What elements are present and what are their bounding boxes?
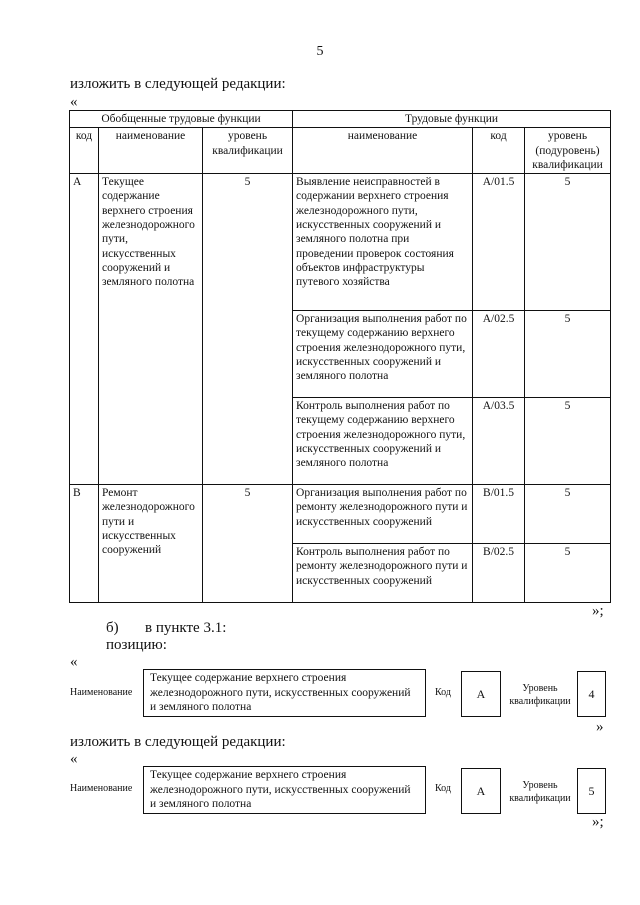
group-b-code: В	[70, 485, 99, 603]
section-b-letter: б)	[106, 620, 119, 636]
function-a2-code: А/02.5	[473, 311, 525, 398]
function-a3-name: Контроль выполнения работ по текущему содержанию верхнего строения железнодорожного пути, искусственных сооружений и земляного полотна	[293, 398, 473, 485]
function-a1-code: А/01.5	[473, 174, 525, 311]
old-open-quote: «	[70, 654, 78, 670]
function-b1-name: Организация выполнения работ по ремонту железнодорожного пути и искусственных сооружений	[293, 485, 473, 544]
table-close-quote: »;	[592, 603, 604, 619]
new-name-value: Текущее содержание верхнего строения железнодорожного пути, искусственных сооружений и земляного полотна	[143, 766, 426, 814]
function-b2-level: 5	[525, 544, 611, 603]
group-b-name: Ремонт железнодорожного пути и искусственных сооружений	[99, 485, 203, 603]
old-name-value: Текущее содержание верхнего строения железнодорожного пути, искусственных сооружений и земляного полотна	[143, 669, 426, 717]
function-a2-name: Организация выполнения работ по текущему содержанию верхнего строения железнодорожного пути, искусственных сооружений и земляного полотна	[293, 311, 473, 398]
col-tf-code: код	[473, 128, 525, 174]
function-a3-level: 5	[525, 398, 611, 485]
col-code: код	[70, 128, 99, 174]
old-level-value: 4	[577, 671, 606, 717]
old-name-label: Наименование	[70, 687, 133, 698]
position-label: позицию:	[106, 637, 167, 653]
new-close-quote: »;	[592, 814, 604, 830]
old-level-label: Уровень квалификации	[509, 683, 571, 707]
col-name: наименование	[99, 128, 203, 174]
new-intro-text: изложить в следующей редакции:	[70, 734, 286, 750]
function-a2-level: 5	[525, 311, 611, 398]
intro-text: изложить в следующей редакции:	[70, 76, 286, 92]
new-level-value: 5	[577, 768, 606, 814]
group-a-level: 5	[203, 174, 293, 485]
group-b-level: 5	[203, 485, 293, 603]
group-header-generalized: Обобщенные трудовые функции	[70, 111, 293, 128]
group-header-functions: Трудовые функции	[293, 111, 611, 128]
function-b2-code: В/02.5	[473, 544, 525, 603]
new-name-label: Наименование	[70, 783, 133, 794]
group-a-code: А	[70, 174, 99, 485]
old-close-quote: »	[596, 719, 604, 735]
open-quote: «	[70, 94, 78, 110]
section-b-text: в пункте 3.1:	[145, 620, 227, 636]
group-a-name: Текущее содержание верхнего строения железнодорожного пути, искусственных сооружений и земляного полотна	[99, 174, 203, 485]
function-b1-level: 5	[525, 485, 611, 544]
function-b1-code: В/01.5	[473, 485, 525, 544]
new-code-label: Код	[435, 783, 451, 794]
col-tf-level: уровень (подуровень) квалификации	[525, 128, 611, 174]
new-code-value: А	[461, 768, 501, 814]
old-code-label: Код	[435, 687, 451, 698]
function-a1-name: Выявление неисправностей в содержании верхнего строения железнодорожного пути, искусственных сооружений и земляного полотна при проведении проверок состояния объектов инфраструктуры путевого хозяйства	[293, 174, 473, 311]
old-code-value: А	[461, 671, 501, 717]
function-a3-code: А/03.5	[473, 398, 525, 485]
function-a1-level: 5	[525, 174, 611, 311]
function-b2-name: Контроль выполнения работ по ремонту железнодорожного пути и искусственных сооружений	[293, 544, 473, 603]
col-tf-name: наименование	[293, 128, 473, 174]
new-open-quote: «	[70, 751, 78, 767]
col-level: уровень квалификации	[203, 128, 293, 174]
labor-functions-table	[69, 110, 611, 603]
page-number: 5	[316, 44, 324, 59]
new-level-label: Уровень квалификации	[509, 780, 571, 804]
